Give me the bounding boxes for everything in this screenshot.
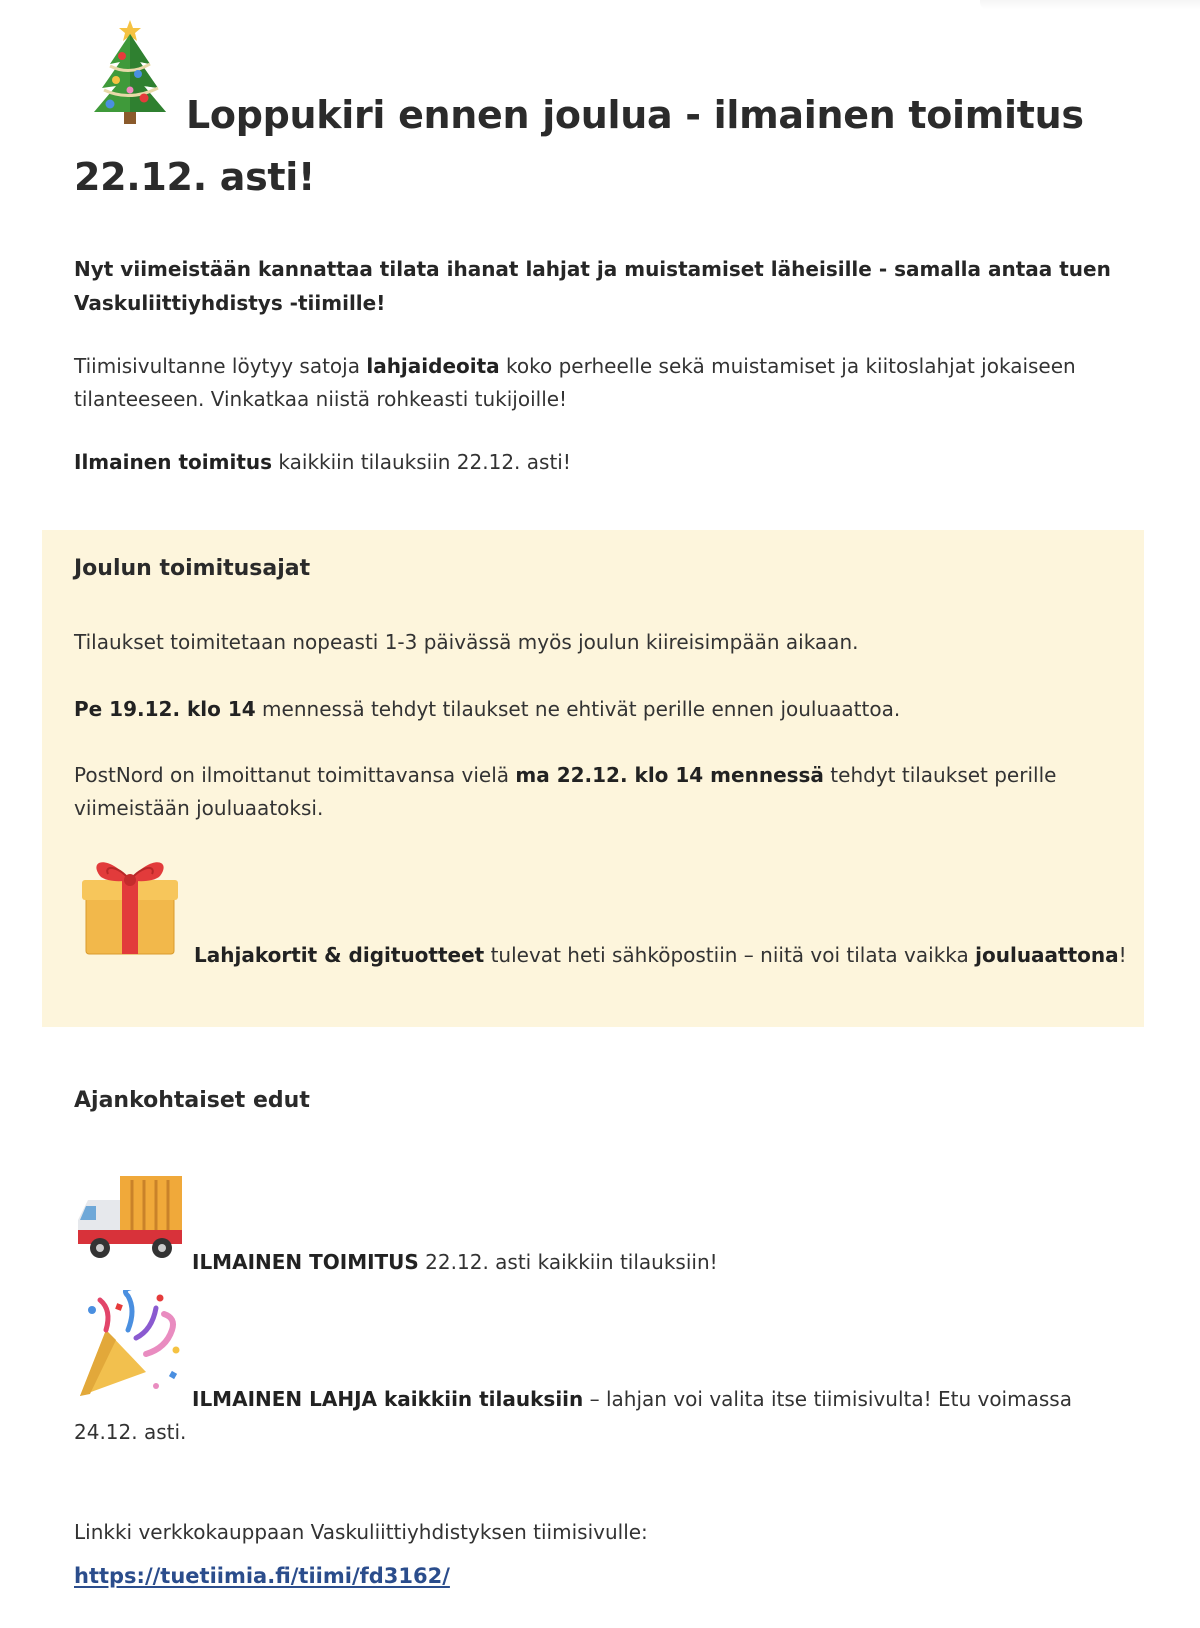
free-delivery-benefit: ILMAINEN TOIMITUS 22.12. asti kaikkiin tilauksiin! (192, 1250, 718, 1274)
team-page-link[interactable]: https://tuetiimia.fi/tiimi/fd3162/ (74, 1564, 450, 1588)
free-delivery-paragraph: Ilmainen toimitus kaikkiin tilauksiin 22.12. asti! (74, 450, 571, 474)
top-edge-shadow (980, 0, 1200, 10)
page-title: Loppukiri ennen joulua - ilmainen toimitus 22.12. asti! (74, 93, 1084, 199)
benefits-title: Ajankohtaiset edut (74, 1088, 310, 1113)
delivery-box-title: Joulun toimitusajat (74, 556, 311, 581)
free-gift-benefit: ILMAINEN LAHJA kaikkiin tilauksiin – lahjan voi valita itse tiimisivulta! Etu voimassa 24.12. asti. (74, 1387, 1072, 1444)
intro-bold-text: Nyt viimeistään kannattaa tilata ihanat lahjat ja muistamiset läheisille - samalla antaa tuen Vaskuliittiyhdistys -tiimille! (74, 257, 1111, 315)
delivery-deadline-text: Pe 19.12. klo 14 mennessä tehdyt tilaukset ne ehtivät perille ennen jouluaattoa. (74, 697, 901, 721)
shop-link-label: Linkki verkkokauppaan Vaskuliittiyhdistyksen tiimisivulle: (74, 1520, 648, 1544)
intro-paragraph: Tiimisivultanne löytyy satoja lahjaideoita koko perheelle sekä muistamiset ja kiitoslahjat jokaiseen tilanteeseen. Vinkatkaa niistä rohkeasti tukijoille! (74, 354, 1076, 411)
gift-card-text: Lahjakortit & digituotteet tulevat heti sähköpostiin – niitä voi tilata vaikka jouluaattona! (194, 943, 1127, 967)
delivery-speed-text: Tilaukset toimitetaan nopeasti 1-3 päivässä myös joulun kiireisimpään aikaan. (74, 630, 859, 654)
postnord-text: PostNord on ilmoittanut toimittavansa vielä ma 22.12. klo 14 mennessä tehdyt tilaukset perille viimeistään jouluaatoksi. (74, 763, 1057, 820)
